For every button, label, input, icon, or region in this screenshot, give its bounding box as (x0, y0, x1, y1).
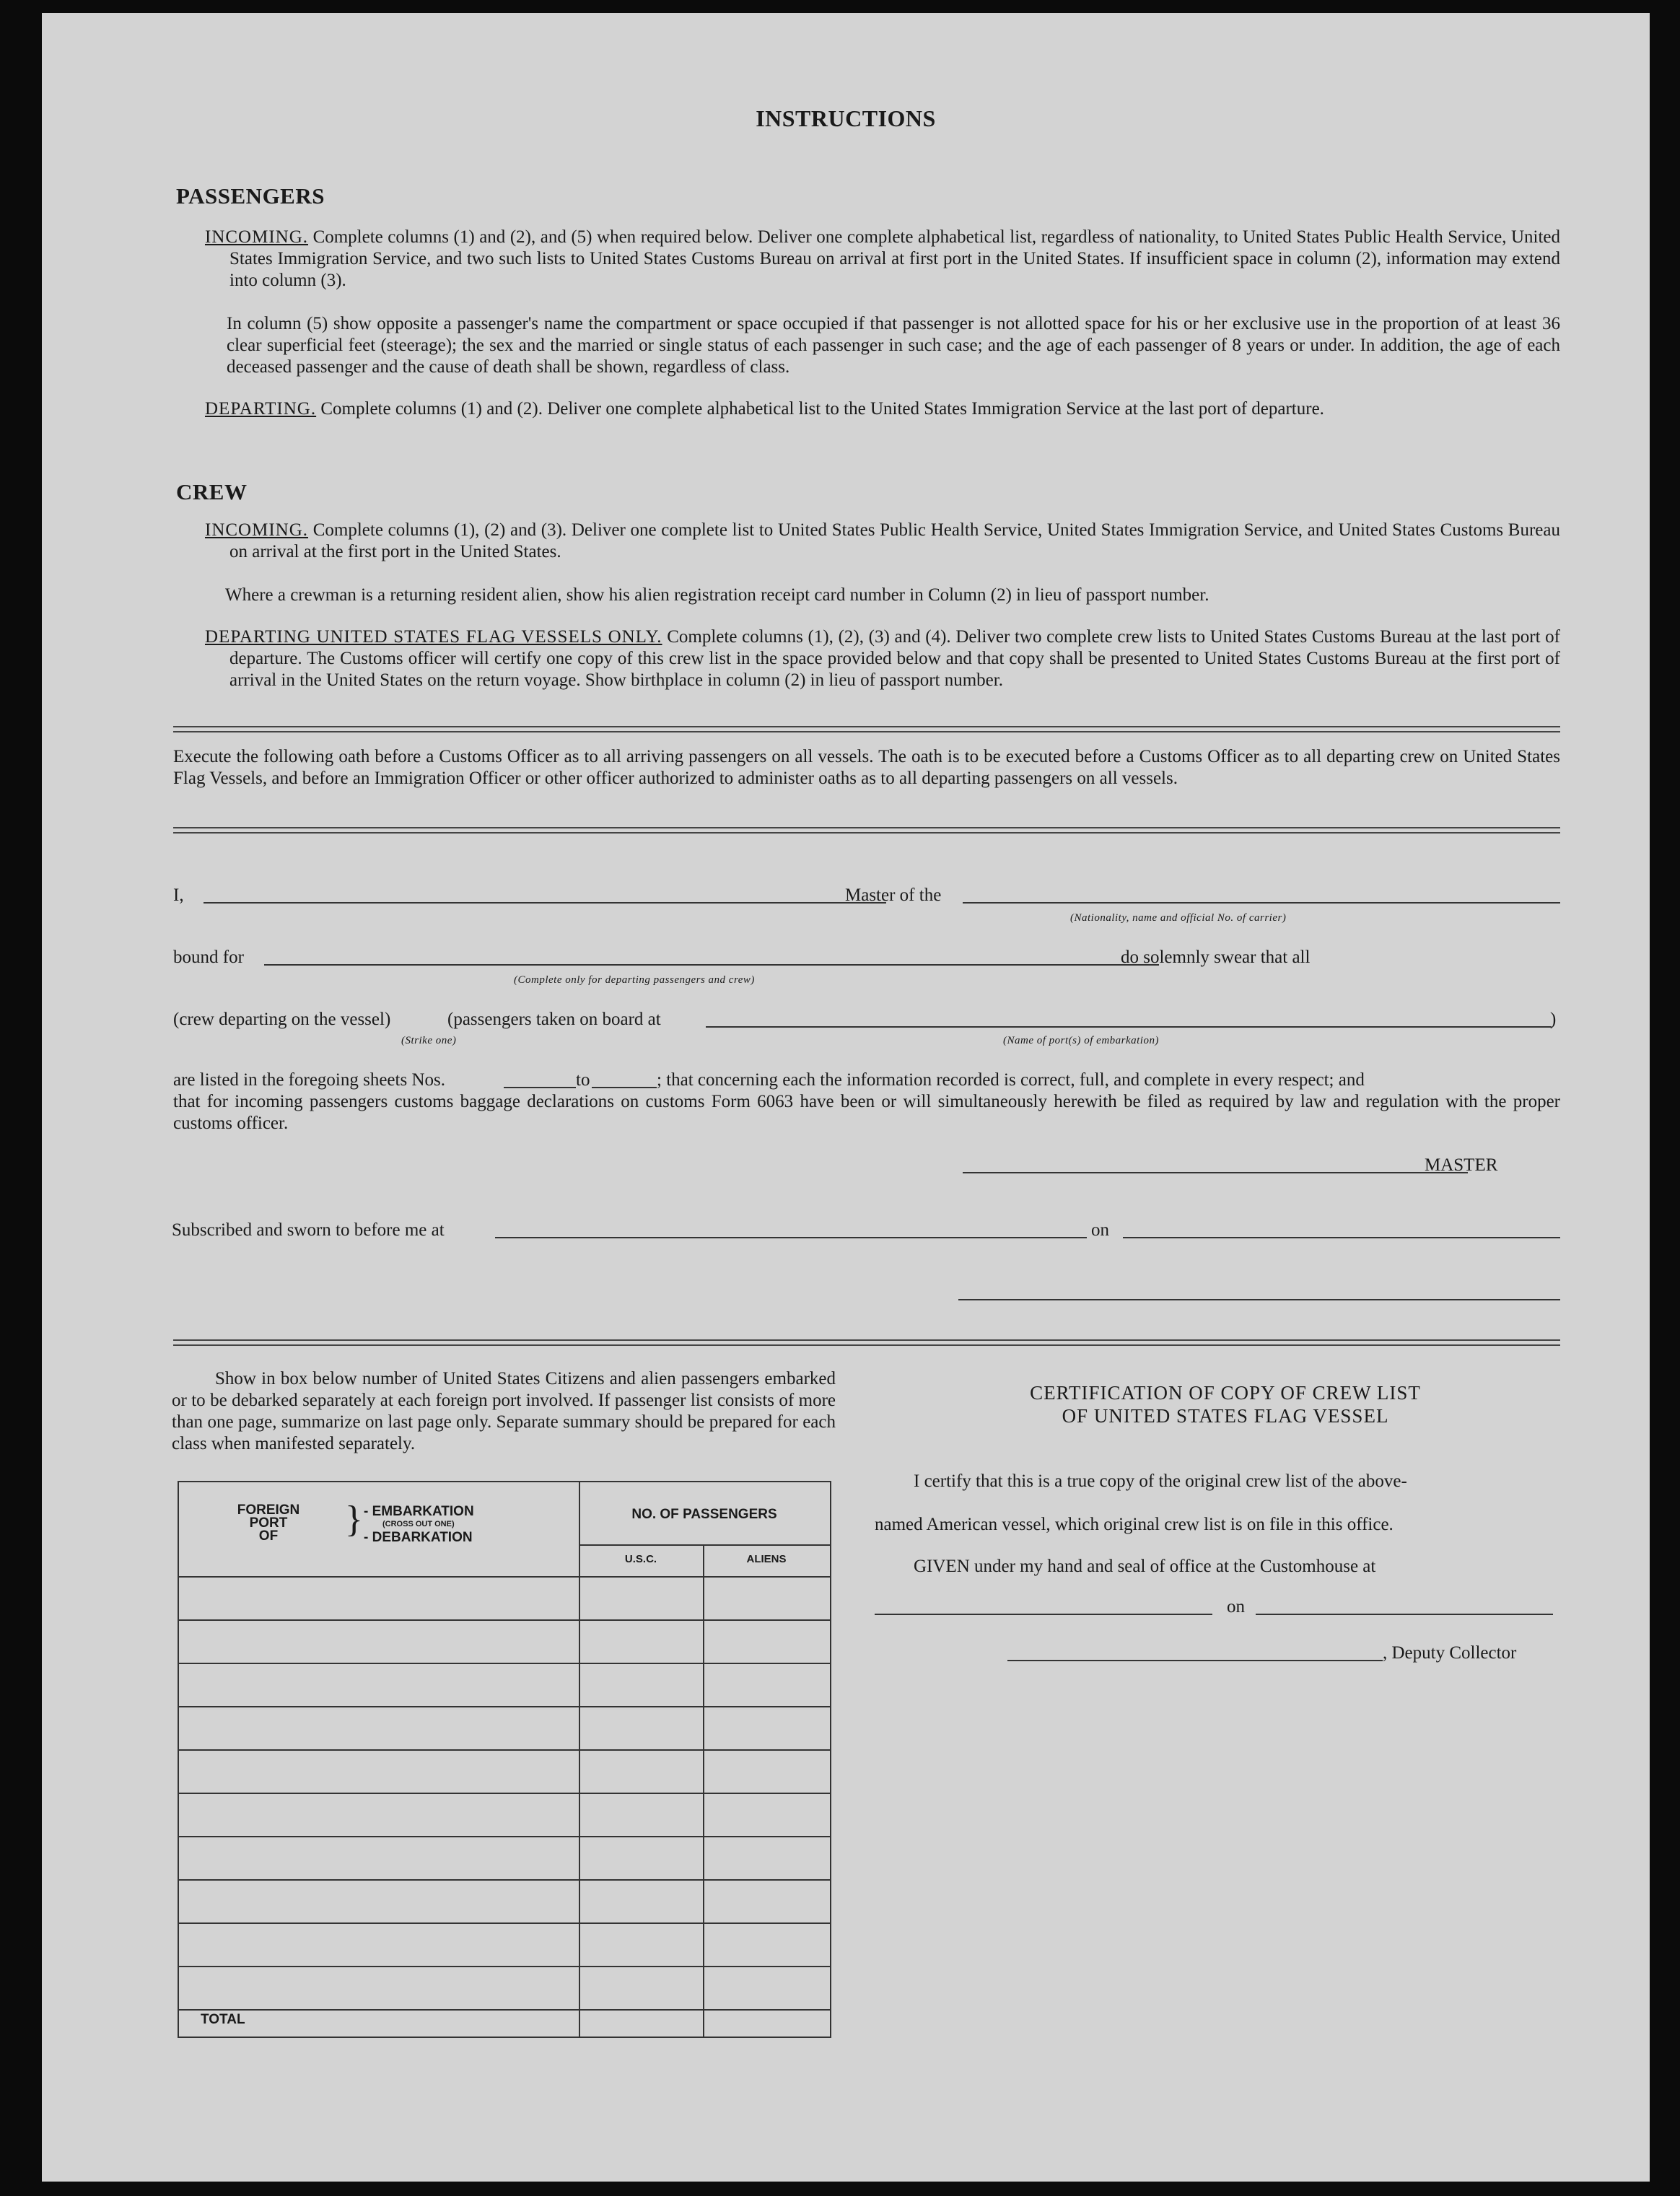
oath-instruction-paragraph: Execute the following oath before a Customs Officer as to all arriving passengers on all vessels. The oath is to be executed before a Customs Officer as to all departing crew on United States Flag Vessels, and before an Immigration Officer or other officer authorized to administer oaths as to all departing passengers on all vessels. (173, 747, 1560, 788)
crew-incoming-label: INCOMING. (205, 520, 309, 540)
oath-i-label: I, (173, 885, 184, 905)
certification-title-line-2: OF UNITED STATES FLAG VESSEL (1062, 1405, 1389, 1427)
table-row-rule (179, 1966, 830, 1967)
crew-resident-paragraph: Where a crewman is a returning resident alien, show his alien registration receipt card number in Column (2) in lieu of passport number. (225, 585, 1209, 605)
customhouse-field[interactable] (875, 1614, 1212, 1615)
sworn-date-field[interactable] (1123, 1237, 1560, 1238)
usc-header: U.S.C. (624, 1553, 657, 1565)
deputy-collector-signature-field[interactable] (1007, 1660, 1383, 1661)
passengers-incoming-text: Complete columns (1) and (2), and (5) when required below. Deliver one complete alphabetical list, regardless of nationality, to United States Public Health Service, United States Immigration Service, and two such lists to United States Customs Bureau on arrival at first port in the United States. If insufficient space in column (2), information may extend into column (3). (229, 227, 1561, 290)
bound-for-field[interactable] (264, 964, 1159, 966)
crew-departing-text: Complete columns (1), (2), (3) and (4). Deliver two complete crew lists to United States Customs Bureau at the last port of departure. The Customs officer will certify one copy of this crew list in the space provided below and that copy shall be presented to United States Customs Bureau at the first port of arrival in the United States on the return voyage. Show birthplace in column (2) in lieu of passport number. (229, 627, 1561, 690)
crew-departing-label: DEPARTING UNITED STATES FLAG VESSELS ONLY. (205, 627, 662, 647)
debarkation-option[interactable]: - DEBARKATION (364, 1530, 473, 1545)
port-label: PORT (249, 1515, 288, 1531)
deputy-collector-label: , Deputy Collector (1383, 1643, 1517, 1663)
passengers-incoming-label: INCOMING. (205, 227, 309, 247)
sworn-on-label: on (1091, 1220, 1109, 1240)
sheet-from-field[interactable] (504, 1087, 576, 1088)
certification-date-field[interactable] (1256, 1614, 1553, 1615)
table-row-rule (179, 1619, 830, 1621)
close-paren: ) (1550, 1010, 1557, 1029)
master-of-the-label: Master of the (845, 885, 942, 905)
crew-heading: CREW (176, 479, 248, 504)
passenger-summary-table (178, 1481, 831, 2038)
form-page (42, 13, 1650, 2182)
table-row-rule (179, 1706, 830, 1707)
page-title: INSTRUCTIONS (756, 105, 936, 131)
crew-incoming-paragraph (205, 520, 1560, 563)
table-row-rule (179, 1749, 830, 1751)
double-rule (173, 1339, 1560, 1346)
port-caption: (Name of port(s) of embarkation) (1003, 1035, 1159, 1046)
master-label: MASTER (1425, 1155, 1498, 1175)
passengers-departing-label: DEPARTING. (205, 399, 317, 419)
header-divider (579, 1544, 830, 1546)
total-label: TOTAL (201, 2012, 245, 2027)
listed-sheets-text: ; that concerning each the information recorded is correct, full, and complete in every respect; and (657, 1070, 1365, 1090)
sheet-to-field[interactable] (592, 1087, 657, 1088)
of-label: OF (258, 1528, 279, 1544)
certification-title (893, 1381, 1557, 1427)
brace-glyph: } (345, 1499, 363, 1540)
table-row-rule (179, 1879, 830, 1881)
table-row-rule (179, 1836, 830, 1837)
certification-title-line-1: CERTIFICATION OF COPY OF CREW LIST (1030, 1382, 1421, 1404)
double-rule (173, 827, 1560, 834)
crew-departing-paragraph (205, 626, 1560, 691)
crew-incoming-text: Complete columns (1), (2) and (3). Deliver one complete list to United States Public Health Service, United States Immigration Service, and United States Customs Bureau on arrival at the first port in the United States. (229, 520, 1560, 561)
certification-on-label: on (1227, 1597, 1245, 1617)
carrier-field[interactable] (963, 902, 1560, 904)
baggage-declaration-text: that for incoming passengers customs baggage declarations on customs Form 6063 have been or will simultaneously herewith be filed as required by law and regulation with the proper customs officer. (173, 1092, 1560, 1133)
passengers-departing-paragraph (205, 398, 1560, 420)
no-of-passengers-header: NO. OF PASSENGERS (631, 1507, 777, 1522)
listed-to-label: to (576, 1070, 590, 1090)
embarkation-port-field[interactable] (706, 1026, 1552, 1028)
certify-text: I certify that this is a true copy of the original crew list of the above- (914, 1471, 1407, 1491)
column-divider (703, 1544, 704, 2037)
officer-signature-field[interactable] (958, 1299, 1560, 1300)
passengers-departing-text: Complete columns (1) and (2). Deliver one complete alphabetical list to the United States Immigration Service at the last port of departure. (320, 399, 1324, 419)
aliens-header: ALIENS (746, 1553, 787, 1565)
do-swear-label: do solemnly swear that all (1121, 948, 1311, 967)
summary-instruction: Show in box below number of United States Citizens and alien passengers embarked or to be debarked separately at each foreign port involved. If passenger list consists of more than one page, summarize on last page only. Separate summary should be prepared for each class when manifested separately. (172, 1369, 836, 1453)
named-vessel-text: named American vessel, which original crew list is on file in this office. (875, 1515, 1394, 1534)
passengers-taken-strike[interactable]: (passengers taken on board at (447, 1010, 661, 1029)
double-rule (173, 726, 1560, 732)
nationality-caption: (Nationality, name and official No. of carrier) (1070, 912, 1287, 924)
sworn-place-field[interactable] (495, 1237, 1087, 1238)
cross-out-caption: (CROSS OUT ONE) (382, 1520, 455, 1528)
passengers-column5-paragraph: In column (5) show opposite a passenger's name the compartment or space occupied if that passenger is not allotted space for his or her exclusive use in the proportion of at least 36 clear superficial feet (steerage); the sex and the married or single status of each passenger in such case; and the age of each passenger of 8 years or under. In addition, the age of each deceased passenger and the cause of death shall be shown, regardless of class. (227, 314, 1560, 377)
table-row-rule (179, 1663, 830, 1664)
embarkation-option[interactable]: - EMBARKATION (364, 1504, 474, 1519)
subscribed-label: Subscribed and sworn to before me at (172, 1220, 445, 1240)
foreign-port-of-header (225, 1504, 312, 1543)
master-signature-field[interactable] (963, 1172, 1468, 1173)
complete-caption: (Complete only for departing passengers and crew) (514, 974, 755, 986)
table-row-rule (179, 2009, 830, 2011)
strike-caption: (Strike one) (401, 1035, 457, 1046)
table-row-rule (179, 1922, 830, 1924)
passengers-heading: PASSENGERS (176, 183, 325, 209)
listed-sheets-label: are listed in the foregoing sheets Nos. (173, 1070, 445, 1090)
foreign-label: FOREIGN (237, 1502, 300, 1518)
header-bottom-rule (179, 1576, 830, 1578)
crew-departing-strike[interactable]: (crew departing on the vessel) (173, 1010, 391, 1029)
column-divider (579, 1482, 580, 2037)
bound-for-label: bound for (173, 948, 244, 967)
table-row-rule (179, 1793, 830, 1794)
master-name-field[interactable] (204, 902, 886, 904)
given-text: GIVEN under my hand and seal of office at the Customhouse at (914, 1557, 1376, 1576)
passengers-incoming-paragraph (205, 227, 1560, 292)
